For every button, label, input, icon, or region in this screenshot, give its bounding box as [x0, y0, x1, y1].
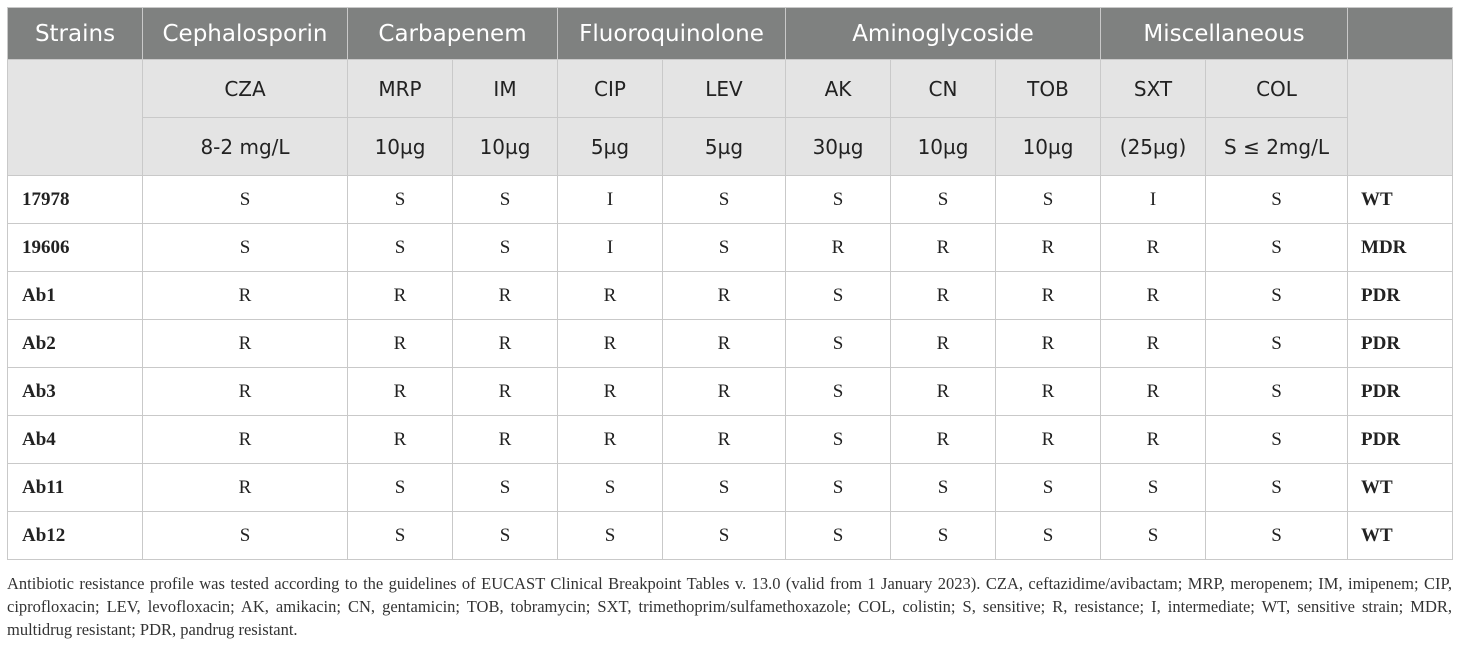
- strains-header: Strains: [8, 8, 143, 60]
- susceptibility-cell: S: [143, 512, 348, 560]
- dose-col: S ≤ 2mg/L: [1206, 118, 1348, 176]
- susceptibility-cell: R: [1101, 272, 1206, 320]
- susceptibility-cell: R: [891, 368, 996, 416]
- susceptibility-cell: S: [453, 224, 558, 272]
- resistance-category: PDR: [1348, 416, 1453, 464]
- susceptibility-cell: R: [558, 368, 663, 416]
- empty-strain-subheader: [8, 60, 143, 176]
- susceptibility-cell: S: [1206, 416, 1348, 464]
- susceptibility-cell: S: [996, 464, 1101, 512]
- dose-ak: 30µg: [786, 118, 891, 176]
- susceptibility-cell: S: [1206, 224, 1348, 272]
- antibiotic-cza: CZA: [143, 60, 348, 118]
- dose-cza: 8-2 mg/L: [143, 118, 348, 176]
- susceptibility-cell: S: [348, 512, 453, 560]
- strain-name: 19606: [8, 224, 143, 272]
- susceptibility-cell: R: [348, 320, 453, 368]
- strain-name: Ab11: [8, 464, 143, 512]
- susceptibility-cell: S: [786, 512, 891, 560]
- susceptibility-cell: R: [1101, 224, 1206, 272]
- strain-name: Ab1: [8, 272, 143, 320]
- susceptibility-cell: S: [996, 512, 1101, 560]
- susceptibility-cell: R: [453, 416, 558, 464]
- antibiotic-cn: CN: [891, 60, 996, 118]
- resistance-category: PDR: [1348, 272, 1453, 320]
- dose-im: 10µg: [453, 118, 558, 176]
- resistance-table: [7, 7, 1453, 560]
- susceptibility-cell: R: [996, 272, 1101, 320]
- antibiotic-lev: LEV: [663, 60, 786, 118]
- susceptibility-cell: S: [996, 176, 1101, 224]
- susceptibility-cell: S: [348, 224, 453, 272]
- table-row: [8, 416, 1453, 464]
- strain-name: Ab12: [8, 512, 143, 560]
- susceptibility-cell: R: [996, 224, 1101, 272]
- group-miscellaneous: Miscellaneous: [1101, 8, 1348, 60]
- susceptibility-cell: R: [891, 272, 996, 320]
- dose-mrp: 10µg: [348, 118, 453, 176]
- susceptibility-cell: S: [1206, 368, 1348, 416]
- table-row: [8, 224, 1453, 272]
- antibiotic-header-row: [8, 60, 1453, 118]
- susceptibility-cell: S: [348, 464, 453, 512]
- susceptibility-cell: R: [143, 416, 348, 464]
- table-row: [8, 464, 1453, 512]
- antibiotic-tob: TOB: [996, 60, 1101, 118]
- susceptibility-cell: R: [663, 368, 786, 416]
- susceptibility-cell: R: [558, 416, 663, 464]
- group-fluoroquinolone: Fluoroquinolone: [558, 8, 786, 60]
- antibiotic-cip: CIP: [558, 60, 663, 118]
- dose-cip: 5µg: [558, 118, 663, 176]
- susceptibility-cell: R: [143, 368, 348, 416]
- susceptibility-cell: S: [1206, 464, 1348, 512]
- susceptibility-cell: R: [891, 416, 996, 464]
- table-footnote: Antibiotic resistance profile was tested according to the guidelines of EUCAST Clinical Breakpoint Tables v. 13.0 (valid from 1 January 2023). CZA, ceftazidime/avibactam; MRP, meropenem; IM, imipenem; CIP, ciprofloxacin; LEV, levofloxacin; AK, amikacin; CN, gentamicin; TOB, tobramycin; SXT, trimethoprim/sulfamethoxazole; COL, colistin; S, sensitive; R, resistance; I, intermediate; WT, sensitive strain; MDR, multidrug resistant; PDR, pandrug resistant.: [7, 574, 1452, 639]
- group-header-row: [8, 8, 1453, 60]
- susceptibility-cell: S: [786, 464, 891, 512]
- antibiotic-sxt: SXT: [1101, 60, 1206, 118]
- susceptibility-cell: R: [786, 224, 891, 272]
- susceptibility-cell: S: [891, 512, 996, 560]
- susceptibility-cell: R: [453, 272, 558, 320]
- resistance-category: MDR: [1348, 224, 1453, 272]
- susceptibility-cell: R: [1101, 416, 1206, 464]
- dose-lev: 5µg: [663, 118, 786, 176]
- antibiotic-ak: AK: [786, 60, 891, 118]
- antibiotic-mrp: MRP: [348, 60, 453, 118]
- susceptibility-cell: R: [1101, 320, 1206, 368]
- susceptibility-cell: R: [996, 320, 1101, 368]
- susceptibility-cell: S: [558, 464, 663, 512]
- susceptibility-cell: R: [891, 320, 996, 368]
- susceptibility-cell: S: [891, 176, 996, 224]
- susceptibility-cell: R: [1101, 368, 1206, 416]
- susceptibility-cell: R: [143, 464, 348, 512]
- susceptibility-cell: R: [558, 272, 663, 320]
- susceptibility-cell: S: [786, 416, 891, 464]
- strain-name: Ab3: [8, 368, 143, 416]
- susceptibility-cell: R: [453, 320, 558, 368]
- dose-header-row: [8, 118, 1453, 176]
- susceptibility-cell: S: [348, 176, 453, 224]
- susceptibility-cell: S: [1206, 512, 1348, 560]
- strain-name: 17978: [8, 176, 143, 224]
- susceptibility-cell: R: [663, 416, 786, 464]
- susceptibility-cell: S: [453, 512, 558, 560]
- susceptibility-cell: S: [663, 512, 786, 560]
- resistance-category: PDR: [1348, 368, 1453, 416]
- antibiotic-im: IM: [453, 60, 558, 118]
- susceptibility-cell: R: [558, 320, 663, 368]
- susceptibility-cell: S: [453, 176, 558, 224]
- susceptibility-cell: S: [786, 272, 891, 320]
- susceptibility-cell: R: [348, 272, 453, 320]
- table-row: [8, 320, 1453, 368]
- table-row: [8, 272, 1453, 320]
- susceptibility-cell: S: [453, 464, 558, 512]
- susceptibility-cell: S: [663, 464, 786, 512]
- susceptibility-cell: R: [663, 320, 786, 368]
- susceptibility-cell: R: [996, 416, 1101, 464]
- susceptibility-cell: R: [143, 320, 348, 368]
- group-cephalosporin: Cephalosporin: [143, 8, 348, 60]
- susceptibility-cell: S: [558, 512, 663, 560]
- susceptibility-cell: R: [348, 368, 453, 416]
- susceptibility-cell: R: [891, 224, 996, 272]
- table-row: [8, 368, 1453, 416]
- susceptibility-cell: R: [348, 416, 453, 464]
- group-carbapenem: Carbapenem: [348, 8, 558, 60]
- susceptibility-cell: S: [1206, 320, 1348, 368]
- table-row: [8, 176, 1453, 224]
- susceptibility-cell: S: [143, 224, 348, 272]
- susceptibility-cell: S: [786, 320, 891, 368]
- susceptibility-cell: S: [786, 368, 891, 416]
- resistance-category: WT: [1348, 464, 1453, 512]
- group-aminoglycoside: Aminoglycoside: [786, 8, 1101, 60]
- susceptibility-cell: S: [1101, 464, 1206, 512]
- susceptibility-cell: R: [453, 368, 558, 416]
- dose-cn: 10µg: [891, 118, 996, 176]
- susceptibility-cell: I: [558, 224, 663, 272]
- group-category: [1348, 8, 1453, 60]
- susceptibility-cell: S: [143, 176, 348, 224]
- susceptibility-cell: R: [143, 272, 348, 320]
- table-row: [8, 512, 1453, 560]
- susceptibility-cell: R: [663, 272, 786, 320]
- susceptibility-cell: S: [891, 464, 996, 512]
- strain-name: Ab2: [8, 320, 143, 368]
- empty-category-subheader: [1348, 60, 1453, 176]
- resistance-category: WT: [1348, 512, 1453, 560]
- dose-tob: 10µg: [996, 118, 1101, 176]
- susceptibility-cell: S: [1206, 272, 1348, 320]
- resistance-category: PDR: [1348, 320, 1453, 368]
- antibiotic-col: COL: [1206, 60, 1348, 118]
- susceptibility-cell: I: [558, 176, 663, 224]
- susceptibility-cell: S: [663, 224, 786, 272]
- resistance-category: WT: [1348, 176, 1453, 224]
- susceptibility-cell: S: [1206, 176, 1348, 224]
- susceptibility-cell: R: [996, 368, 1101, 416]
- susceptibility-cell: S: [786, 176, 891, 224]
- dose-sxt: (25µg): [1101, 118, 1206, 176]
- susceptibility-cell: I: [1101, 176, 1206, 224]
- susceptibility-cell: S: [663, 176, 786, 224]
- strain-name: Ab4: [8, 416, 143, 464]
- susceptibility-cell: S: [1101, 512, 1206, 560]
